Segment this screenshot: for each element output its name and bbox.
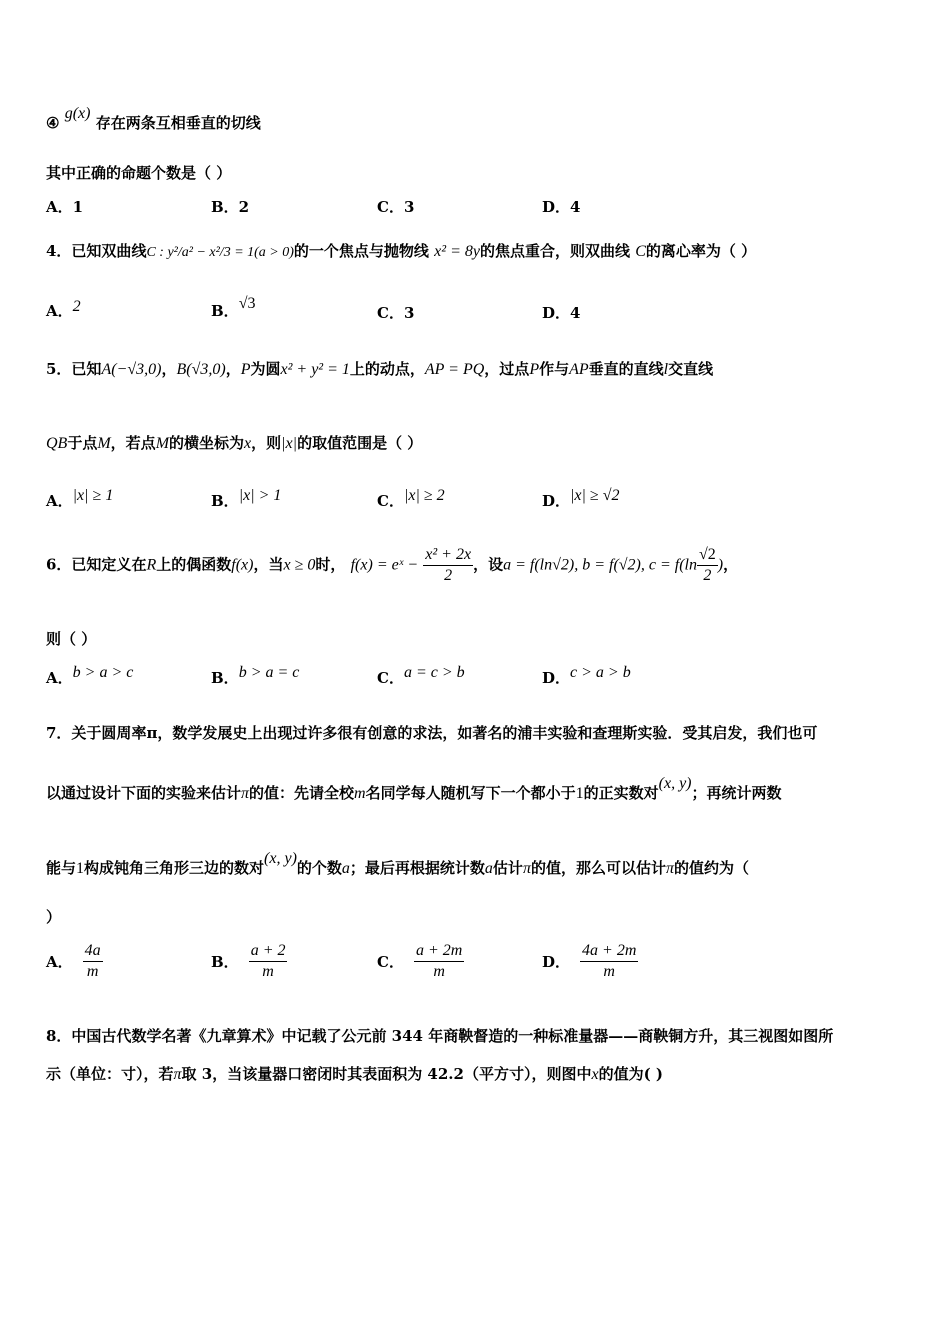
q6-fraction-1: $\frac{\text{x² + 2x}}{2}$	[425, 546, 472, 584]
q5-option-c: C．|x| ≥ 2	[377, 487, 445, 510]
statement-4	[46, 105, 261, 133]
circled-number: ④	[46, 114, 60, 132]
q4-option-b: B．√3	[211, 295, 256, 320]
q5-option-b: B．|x| > 1	[211, 487, 282, 510]
q4-hyperbola-eq: C : y²/a² − x²/3 = 1(a > 0)	[146, 245, 294, 260]
q6-fraction-2: $\frac{√2}{2}$	[699, 546, 716, 584]
q7-option-c: C． $\frac{a + 2m}{m}$	[377, 942, 463, 980]
q4-text-2: 的一个焦点与抛物线	[293, 242, 429, 260]
q4-option-c: C．3	[377, 304, 415, 322]
q4-curve-c: C	[635, 243, 646, 260]
q3-option-a: A．1	[46, 198, 84, 216]
q7-stem-line3: 能与1构成钝角三角形三边的数对(x, y)的个数a；最后再根据统计数a估计π的值，那么可以估计π的值约为（	[46, 850, 749, 877]
q7-stem-line4: ）	[46, 908, 62, 926]
q6-stem-line2: 则（ ）	[46, 630, 97, 648]
q4-stem	[46, 240, 756, 261]
q5-stem-line2: QB于点M，若点M的横坐标为x，则|x|的取值范围是（ ）	[46, 434, 423, 452]
q4-text-3: 的焦点重合，则双曲线	[479, 242, 630, 260]
q8-stem-line2: 示（单位：寸），若π取 3，当该量器口密闭时其表面积为 42.2（平方寸），则图中x的值为( )	[46, 1065, 663, 1083]
q4-text-1: 4．已知双曲线	[46, 242, 147, 260]
q5-point-b: B(√3,0)	[176, 361, 226, 378]
q5-option-d: D．|x| ≥ √2	[542, 487, 620, 510]
q5-circle-eq: x² + y² = 1	[280, 361, 350, 378]
q5-point-a: A(−√3,0)	[101, 361, 162, 378]
q4-option-d: D．4	[542, 304, 581, 322]
q7-option-d: D． $\frac{4a + 2m}{m}$	[542, 942, 637, 980]
q6-option-a: A．b > a > c	[46, 664, 134, 687]
q6-option-d: D．c > a > b	[542, 664, 631, 687]
q6-stem-line1: 6．已知定义在R上的偶函数f(x)，当x ≥ 0时， f(x) = eˣ − $\frac{\text{x² + 2x}}{2}$ ，设a = f(ln√2), b = f(√2), c = f(ln $\frac{√2}{2}$ )，	[46, 546, 739, 584]
q4-option-a: A．2	[46, 298, 81, 320]
q7-stem-line2: 以通过设计下面的实验来估计π的值：先请全校m名同学每人随机写下一个都小于1的正实数对(x, y)；再统计两数	[46, 775, 782, 802]
q6-option-c: C．a = c > b	[377, 664, 465, 687]
q4-text-4: 的离心率为（ ）	[645, 242, 757, 260]
q3-stem: 其中正确的命题个数是（ ）	[46, 164, 232, 182]
statement-4-text: 存在两条互相垂直的切线	[95, 114, 261, 132]
q7-option-a: A． $\frac{4a}{m}$	[46, 942, 101, 980]
q6-abc-def: a = f(ln√2), b = f(√2), c = f(ln	[503, 556, 697, 574]
q4-parabola-eq: x² = 8y	[434, 243, 480, 260]
math-g-of-x: g(x)	[64, 105, 91, 122]
q8-stem-line1: 8．中国古代数学名著《九章算术》中记载了公元前 344 年商鞅督造的一种标准量器——商鞅铜方升，其三视图如图所	[46, 1027, 834, 1045]
q3-option-b: B．2	[211, 198, 250, 216]
q6-function-def: f(x) = eˣ −	[350, 556, 419, 574]
q3-option-d: D．4	[542, 198, 581, 216]
q6-option-b: B．b > a = c	[211, 664, 300, 687]
q3-option-c: C．3	[377, 198, 415, 216]
q5-option-a: A．|x| ≥ 1	[46, 487, 114, 510]
q7-stem-line1: 7．关于圆周率π，数学发展史上出现过许多很有创意的求法，如著名的浦丰实验和查理斯实验．受其启发，我们也可	[46, 724, 818, 742]
q5-stem-line1: 5．已知A(−√3,0)，B(√3,0)，P为圆x² + y² = 1上的动点，AP = PQ，过点P作与AP垂直的直线l交直线	[46, 360, 714, 378]
q7-option-b: B． $\frac{a + 2}{m}$	[211, 942, 286, 980]
